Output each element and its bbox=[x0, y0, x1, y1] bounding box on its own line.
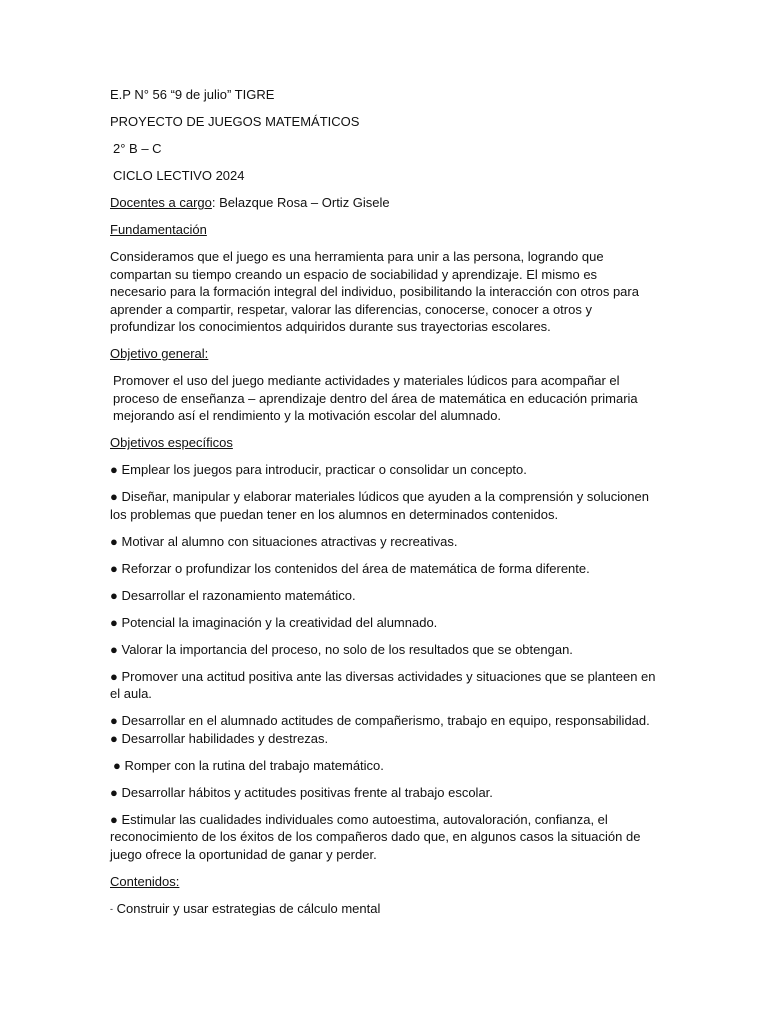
grade-line: 2° B – C bbox=[113, 141, 162, 156]
contenido-item-text: Construir y usar estrategias de cálculo mental bbox=[116, 900, 381, 916]
bullet-icon: ● bbox=[110, 614, 118, 630]
fundamentacion-text: Consideramos que el juego es una herramienta para unir a las persona, logrando que compartan su tiempo creando un espacio de sociabilidad y aprendizaje. El mismo es necesario para la formación integral del individuo, posibilitando la interacción con otros para aprender a compartir, respetar, valorar las diferencias, conocerse, conocer a otros y profundizar los conocimientos adquiridos durante sus trayectorias escolares. bbox=[110, 249, 639, 334]
objetivo-general-title: Objetivo general: bbox=[110, 346, 209, 361]
school-year: CICLO LECTIVO 2024 bbox=[113, 168, 245, 183]
list-item-text: Desarrollar el razonamiento matemático. bbox=[121, 587, 356, 603]
fundamentacion-heading bbox=[110, 221, 656, 239]
objetivos-especificos-title: Objetivos específicos bbox=[110, 435, 233, 450]
list-item-text: Reforzar o profundizar los contenidos del área de matemática de forma diferente. bbox=[121, 560, 590, 576]
list-item-text: Motivar al alumno con situaciones atractivas y recreativas. bbox=[121, 533, 458, 549]
bullet-icon: ● bbox=[110, 641, 118, 657]
list-item bbox=[110, 757, 656, 775]
list-item bbox=[110, 614, 656, 632]
objetivo-general-text: Promover el uso del juego mediante actividades y materiales lúdicos para acompañar el proceso de enseñanza – aprendizaje dentro del área de matemática en educación primaria mejorando así el rendimiento y la motivación escolar del alumnado. bbox=[113, 373, 638, 423]
list-item-text: Desarrollar hábitos y actitudes positivas frente al trabajo escolar. bbox=[121, 784, 493, 800]
list-item bbox=[110, 587, 656, 605]
list-item bbox=[110, 784, 656, 802]
bullet-icon: ● bbox=[110, 784, 118, 800]
list-item bbox=[110, 461, 656, 479]
list-item bbox=[110, 712, 656, 730]
contenidos-heading bbox=[110, 873, 656, 891]
list-item-text: Valorar la importancia del proceso, no solo de los resultados que se obtengan. bbox=[121, 641, 573, 657]
list-item-text: Emplear los juegos para introducir, practicar o consolidar un concepto. bbox=[121, 462, 527, 477]
fundamentacion-title: Fundamentación bbox=[110, 222, 207, 237]
bullet-icon: ● bbox=[110, 533, 118, 549]
bullet-icon: ● bbox=[110, 668, 118, 684]
objetivos-especificos-heading bbox=[110, 434, 656, 452]
list-item-text: Diseñar, manipular y elaborar materiales lúdicos que ayuden a la comprensión y solucionen los problemas que puedan tener en los alumnos en determinados contenidos. bbox=[110, 489, 649, 522]
list-item bbox=[110, 641, 656, 659]
list-item-text: Desarrollar habilidades y destrezas. bbox=[121, 730, 329, 746]
bullet-icon: ● bbox=[113, 757, 121, 773]
bullet-icon: ● bbox=[110, 489, 118, 504]
teachers-value: : Belazque Rosa – Ortiz Gisele bbox=[211, 195, 390, 210]
school-name: E.P N° 56 “9 de julio” TIGRE bbox=[110, 87, 275, 102]
list-item bbox=[110, 668, 656, 703]
bullet-icon: ● bbox=[110, 811, 118, 827]
bullet-icon: ● bbox=[110, 462, 118, 477]
list-item bbox=[110, 488, 656, 523]
list-item bbox=[110, 730, 656, 748]
list-item-text: Desarrollar en el alumnado actitudes de compañerismo, trabajo en equipo, responsabilidad. bbox=[121, 713, 650, 728]
project-title: PROYECTO DE JUEGOS MATEMÁTICOS bbox=[110, 114, 360, 129]
teachers-line bbox=[110, 194, 656, 212]
dash-icon: - bbox=[110, 903, 113, 914]
list-item bbox=[110, 811, 656, 864]
list-item bbox=[110, 560, 656, 578]
list-item-text: Estimular las cualidades individuales como autoestima, autovaloración, confianza, el reconocimiento de los éxitos de los compañeros dado que, en algunos casos la situación de juego ofrece la oportunidad de ganar y perder. bbox=[110, 811, 641, 862]
contenido-item bbox=[110, 900, 656, 920]
bullet-icon: ● bbox=[110, 713, 118, 728]
bullet-icon: ● bbox=[110, 560, 118, 576]
list-item-text: Potencial la imaginación y la creatividad del alumnado. bbox=[121, 614, 438, 630]
bullet-icon: ● bbox=[110, 587, 118, 603]
list-item-text: Promover una actitud positiva ante las diversas actividades y situaciones que se planteen en el aula. bbox=[110, 668, 656, 701]
teachers-label: Docentes a cargo bbox=[110, 195, 212, 210]
list-item bbox=[110, 533, 656, 551]
bullet-icon: ● bbox=[110, 730, 118, 746]
document-body bbox=[110, 86, 656, 929]
contenidos-title: Contenidos: bbox=[110, 873, 180, 889]
objetivo-general-heading bbox=[110, 345, 656, 363]
list-item-text: Romper con la rutina del trabajo matemático. bbox=[124, 757, 384, 773]
